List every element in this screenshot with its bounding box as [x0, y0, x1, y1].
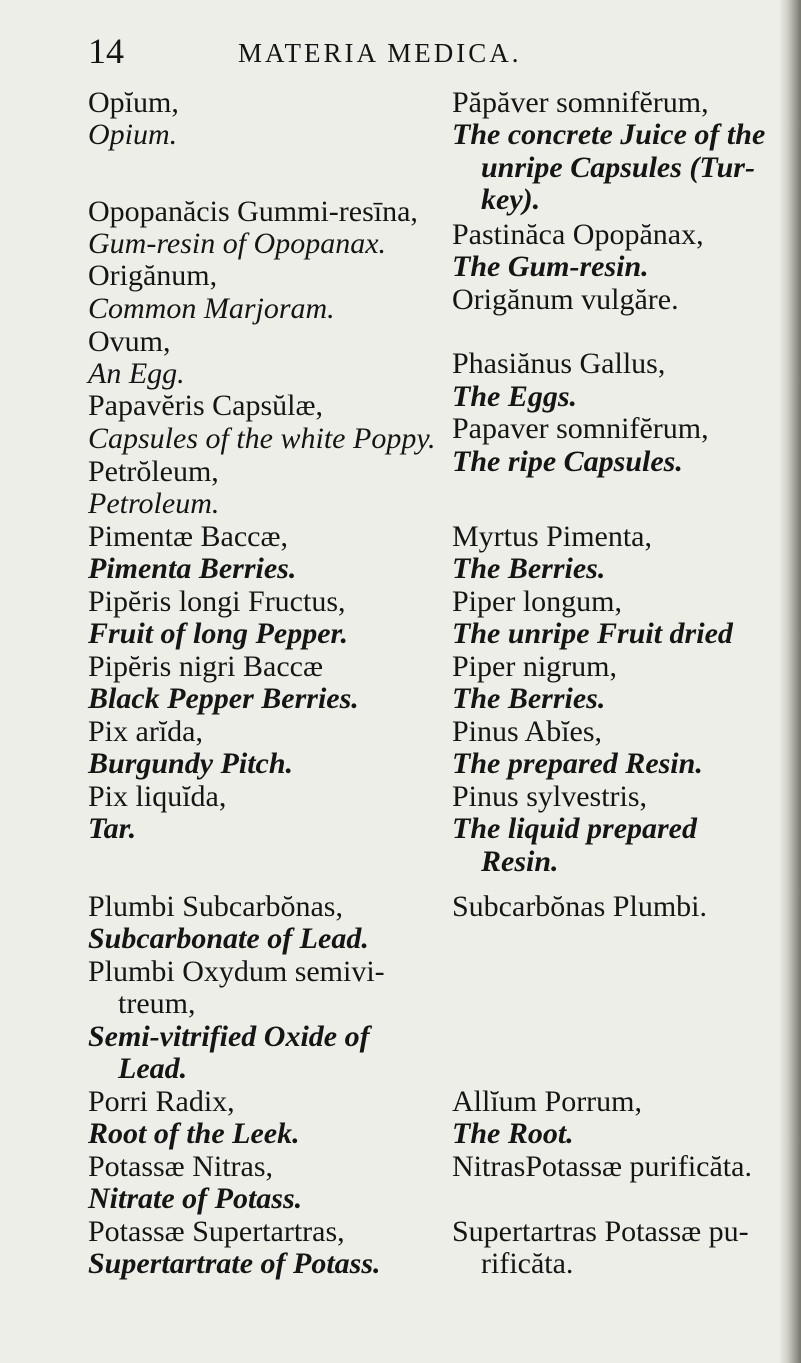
right-entry-english: The prepared Resin. — [452, 747, 703, 780]
left-entry-english: Gum-resin of Opopanax. — [88, 227, 387, 260]
left-entry-english: Pimenta Berries. — [88, 552, 297, 585]
left-entry-latin: Opopanăcis Gummi-resīna, — [88, 195, 418, 228]
right-entry-latin-continued: rificăta. — [481, 1247, 574, 1280]
right-entry-english: The Berries. — [452, 552, 606, 585]
right-entry-english-continued: unripe Capsules (Tur- — [481, 151, 755, 184]
left-entry-latin: Opĭum, — [88, 86, 179, 119]
left-entry-latin-continued: treum, — [118, 987, 196, 1020]
right-entry-english: The Eggs. — [452, 380, 578, 413]
left-entry-latin: Potassæ Nitras, — [88, 1150, 274, 1183]
right-entry-latin: Piper longum, — [452, 585, 622, 618]
left-entry-latin: Porri Radix, — [88, 1085, 235, 1118]
left-entry-latin: Pimentæ Baccæ, — [88, 520, 288, 553]
right-entry-english: The Root. — [452, 1117, 574, 1150]
right-entry-english-continued: key). — [481, 183, 541, 216]
running-head: MATERIA MEDICA. — [238, 38, 522, 68]
page-header — [88, 30, 748, 80]
right-entry-english: The concrete Juice of the — [452, 118, 766, 151]
right-entry-latin: Pastinăca Opopănax, — [452, 218, 704, 251]
page-edge-shadow — [779, 0, 801, 1363]
left-entry-english: Subcarbonate of Lead. — [88, 922, 369, 955]
left-entry-english: Nitrate of Potass. — [88, 1182, 303, 1215]
left-entry-english: Tar. — [88, 812, 137, 845]
left-entry-english: Semi-vitrified Oxide of — [88, 1020, 370, 1053]
right-entry-latin: Origănum vulgăre. — [452, 283, 679, 316]
left-entry-english-continued: Lead. — [118, 1052, 188, 1085]
left-entry-latin: Papavĕris Capsŭlæ, — [88, 389, 323, 422]
left-entry-latin: Pix liquĭda, — [88, 780, 227, 813]
left-entry-english: Fruit of long Pepper. — [88, 617, 349, 650]
left-entry-latin: Ovum, — [88, 325, 171, 358]
right-entry-latin: Pinus sylvestris, — [452, 780, 648, 813]
right-entry-latin: Piper nigrum, — [452, 650, 617, 683]
right-entry-latin: Pinus Abĭes, — [452, 715, 603, 748]
right-entry-latin: NitrasPotassæ purificăta. — [452, 1150, 752, 1183]
left-entry-latin: Plumbi Subcarbŏnas, — [88, 890, 343, 923]
right-entry-latin: Supertartras Potassæ pu- — [452, 1215, 749, 1248]
left-entry-latin: Petrŏleum, — [88, 455, 219, 488]
right-entry-english: The ripe Capsules. — [452, 445, 683, 478]
left-entry-english: Common Marjoram. — [88, 292, 335, 325]
right-entry-latin: Myrtus Pimenta, — [452, 520, 652, 553]
left-entry-english: Black Pepper Berries. — [88, 682, 359, 715]
left-entry-english: An Egg. — [88, 357, 185, 390]
left-entry-english: Root of the Leek. — [88, 1117, 300, 1150]
left-entry-latin: Potassæ Supertartras, — [88, 1215, 345, 1248]
left-entry-english: Capsules of the white Poppy. — [88, 422, 436, 455]
left-entry-latin: Pipĕris nigri Baccæ — [88, 650, 323, 683]
left-entry-latin: Pix arĭda, — [88, 715, 203, 748]
left-entry-english: Petroleum. — [88, 487, 220, 520]
left-entry-english: Supertartrate of Potass. — [88, 1247, 381, 1280]
right-entry-english-continued: Resin. — [481, 845, 559, 878]
left-entry-latin: Plumbi Oxydum semivi- — [88, 955, 385, 988]
left-entry-english: Opium. — [88, 118, 178, 151]
right-entry-latin: Papaver somnifĕrum, — [452, 412, 709, 445]
left-entry-latin: Pipĕris longi Fructus, — [88, 585, 346, 618]
right-entry-english: The Gum-resin. — [452, 250, 649, 283]
right-entry-latin: Subcarbŏnas Plumbi. — [452, 890, 707, 923]
right-entry-latin: Allĭum Porrum, — [452, 1085, 643, 1118]
right-entry-english: The unripe Fruit dried — [452, 617, 733, 650]
page-number: 14 — [88, 31, 124, 71]
left-entry-english: Burgundy Pitch. — [88, 747, 294, 780]
right-entry-english: The liquid prepared — [452, 812, 697, 845]
right-entry-english: The Berries. — [452, 682, 606, 715]
right-entry-latin: Phasiănus Gallus, — [452, 347, 666, 380]
left-entry-latin: Origănum, — [88, 259, 218, 292]
right-entry-latin: Păpăver somnifĕrum, — [452, 86, 709, 119]
